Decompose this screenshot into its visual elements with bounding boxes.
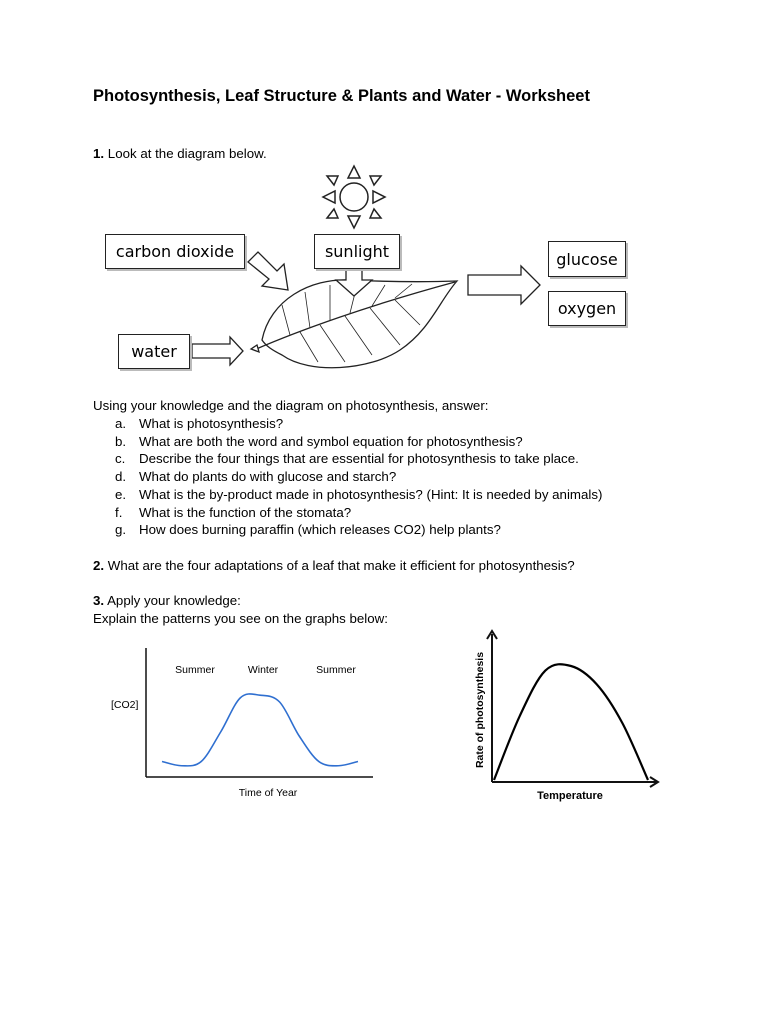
question-3-number: 3. (93, 593, 105, 608)
output-arrow-icon (468, 266, 540, 304)
co2-time-of-year-chart (100, 640, 390, 810)
sun-icon (323, 166, 385, 228)
sunlight-label: sunlight (314, 234, 400, 269)
photosynthesis-diagram (0, 0, 768, 400)
question-item-text: What are both the word and symbol equation for photosynthesis? (139, 433, 523, 449)
question-item-text: What is the by-product made in photosynthesis? (Hint: It is needed by animals) (139, 486, 603, 502)
water-label: water (118, 334, 190, 369)
question-item (115, 433, 523, 451)
question-3 (93, 592, 241, 610)
question-item (115, 468, 396, 486)
question-item-marker: g. (115, 522, 127, 538)
question-item-marker: c. (115, 451, 126, 467)
question-item-text: What is photosynthesis? (139, 416, 284, 431)
question-2-number: 2. (93, 558, 105, 573)
question-item (115, 504, 351, 522)
question-1-number: 1. (93, 146, 105, 161)
question-2-text: What are the four adaptations of a leaf that make it efficient for photosynthesis? (107, 558, 575, 573)
chart1-series-line (162, 694, 358, 766)
question-1-text: Look at the diagram below. (107, 146, 267, 161)
worksheet-title: Photosynthesis, Leaf Structure & Plants and Water - Worksheet (93, 87, 590, 105)
water-arrow-icon (192, 337, 243, 365)
chart2-series-line (494, 664, 648, 780)
chart1-annotation-winter: Winter (247, 664, 279, 676)
question-item-text: What is the function of the stomata? (139, 504, 352, 520)
question-item-text: Describe the four things that are essential for photosynthesis to take place. (139, 451, 579, 467)
question-item-text: How does burning paraffin (which releases CO2) help plants? (139, 522, 501, 538)
question-item-marker: b. (115, 433, 127, 449)
questions-intro: Using your knowledge and the diagram on photosynthesis, answer: (93, 398, 489, 413)
question-3-subtext: Explain the patterns you see on the graphs below: (93, 611, 388, 626)
chart2-xlabel: Temperature (537, 790, 603, 802)
question-item-marker: f. (115, 504, 123, 520)
chart1-annotation-summer-1: Summer (175, 664, 215, 676)
question-2 (93, 557, 575, 575)
oxygen-label: oxygen (548, 291, 626, 326)
question-item (115, 415, 283, 433)
chart1-annotation-summer-2: Summer (316, 664, 356, 676)
question-item (115, 486, 602, 504)
question-item-marker: d. (115, 469, 127, 485)
chart2-ylabel: Rate of photosynthesis (474, 651, 486, 769)
question-item-marker: a. (115, 416, 127, 431)
co2-arrow-icon (248, 252, 288, 290)
carbon-dioxide-label: carbon dioxide (105, 234, 245, 269)
chart1-ylabel: [CO2] (111, 699, 139, 711)
photosynthesis-temperature-chart (460, 622, 680, 808)
question-item-text: What do plants do with glucose and starch? (139, 469, 397, 485)
glucose-label: glucose (548, 241, 626, 277)
question-item (115, 450, 579, 468)
question-item (115, 521, 501, 539)
question-3-text: Apply your knowledge: (107, 593, 241, 608)
chart1-xlabel: Time of Year (238, 787, 298, 799)
question-item-marker: e. (115, 486, 127, 502)
